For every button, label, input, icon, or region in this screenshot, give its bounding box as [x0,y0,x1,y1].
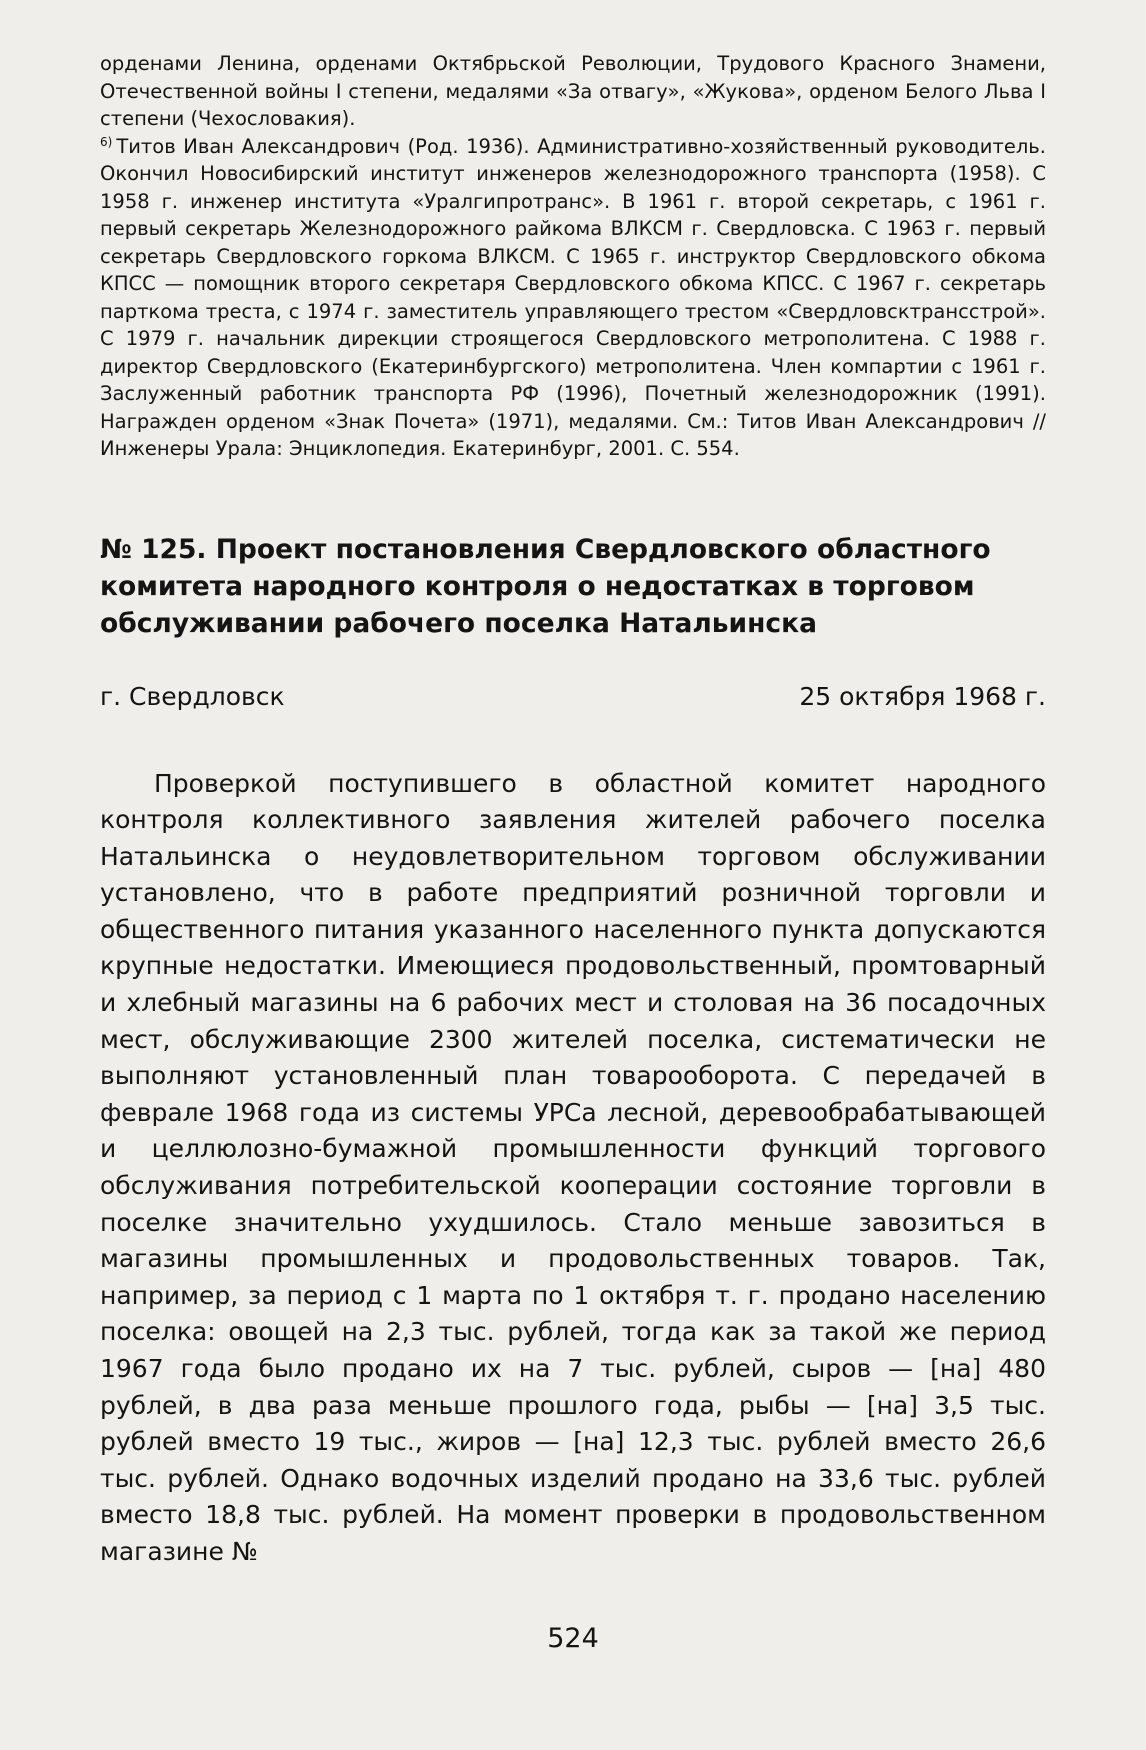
document-body-paragraph: Проверкой поступившего в областной комитет народного контроля коллективного заявления жителей рабочего поселка Натальинска о неудовлетворительном торговом обслуживании установлено, что в работе предприятий розничной торговли и общественного питания указанного населенного пункта допускаются крупные недостатки. Имеющиеся продовольственный, промтоварный и хлебный магазины на 6 рабочих мест и столовая на 36 посадочных мест, обслуживающие 2300 жителей поселка, систематически не выполняют установленный план товарооборота. С передачей в феврале 1968 года из системы УРСа лесной, деревообрабатывающей и целлюлозно-бумажной промышленности функций торгового обслуживания потребительской кооперации состояние торговли в поселке значительно ухудшилось. Стало меньше завозиться в магазины промышленных и продовольственных товаров. Так, например, за период с 1 марта по 1 октября т. г. продано населению поселка: овощей на 2,3 тыс. рублей, тогда как за такой же период 1967 года было продано их на 7 тыс. рублей, сыров — [на] 480 рублей, в два раза меньше прошлого года, рыбы — [на] 3,5 тыс. рублей вместо 19 тыс., жиров — [на] 12,3 тыс. рублей вместо 26,6 тыс. рублей. Однако водочных изделий продано на 33,6 тыс. рублей вместо 18,8 тыс. рублей. На момент проверки в продовольственном магазине № [100,768,1046,1566]
document-date: 25 октября 1968 г. [799,681,1046,711]
footnote-6-marker: 6) [100,134,113,149]
document-place: г. Свердловск [100,681,285,711]
document-title: № 125. Проект постановления Свердловского областного комитета народного контроля о недостатках в торговом обслуживании рабочего поселка Натальинска [100,533,991,639]
footnote-continuation: орденами Ленина, орденами Октябрьской Революции, Трудового Красного Знамени, Отечественной войны I степени, медалями «За отвагу», «Жукова», орденом Белого Льва I степени (Чехословакия). [100,52,1046,130]
footnote-6-text: Титов Иван Александрович (Род. 1936). Административно-хозяйственный руководитель. Окончил Новосибирский институт инженеров железнодорожного транспорта (1958). С 1958 г. инженер института «Уралгипротранс». В 1961 г. второй секретарь, с 1961 г. первый секретарь Железнодорожного райкома ВЛКСМ г. Свердловска. С 1963 г. первый секретарь Свердловского горкома ВЛКСМ. С 1965 г. инструктор Свердловского обкома КПСС — помощник второго секретаря Свердловского обкома КПСС. С 1967 г. секретарь парткома треста, с 1974 г. заместитель управляющего трестом «Свердловсктрансстрой». С 1979 г. начальник дирекции строящегося Свердловского метрополитена. С 1988 г. директор Свердловского (Екатеринбургского) метрополитена. Член компартии с 1961 г. Заслуженный работник транспорта РФ (1996), Почетный железнодорожник (1991). Награжден орденом «Знак Почета» (1971), медалями. См.: Титов Иван Александрович // Инженеры Урала: Энциклопедия. Екатеринбург, 2001. С. 554. [100,134,1046,460]
footnotes-section [100,50,1046,463]
footnote-6 [100,133,1046,463]
page-number: 524 [547,1623,599,1654]
document-place-date [100,680,1046,714]
